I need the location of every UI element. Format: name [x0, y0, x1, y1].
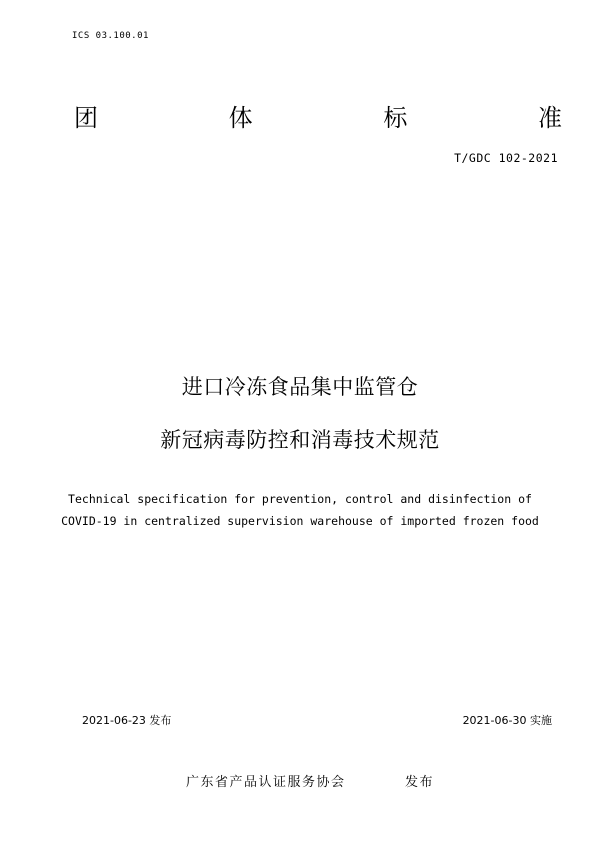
standard-type-heading [74, 102, 562, 134]
standard-number: T/GDC 102-2021 [454, 151, 558, 165]
standard-type-char-1: 团 [74, 104, 98, 132]
standard-type-char-3: 标 [383, 104, 408, 132]
standard-type-char-4: 准 [537, 104, 562, 132]
ics-code: ICS 03.100.01 [72, 31, 149, 41]
title-cn-line-2: 新冠病毒防控和消毒技术规范 [160, 428, 440, 452]
implementation-date: 2021-06-30 实施 [462, 714, 552, 727]
title-en-line-1: Technical specification for prevention, control and disinfection of [68, 492, 532, 506]
title-cn-line-1: 进口冷冻食品集中监管仓 [181, 375, 419, 399]
publisher-name: 广东省产品认证服务协会 [186, 775, 346, 790]
issue-date: 2021-06-23 发布 [82, 714, 172, 727]
title-en-line-2: COVID-19 in centralized supervision warehouse of imported frozen food [61, 514, 539, 528]
standard-type-char-2: 体 [228, 104, 253, 132]
publish-label: 发布 [405, 775, 435, 790]
